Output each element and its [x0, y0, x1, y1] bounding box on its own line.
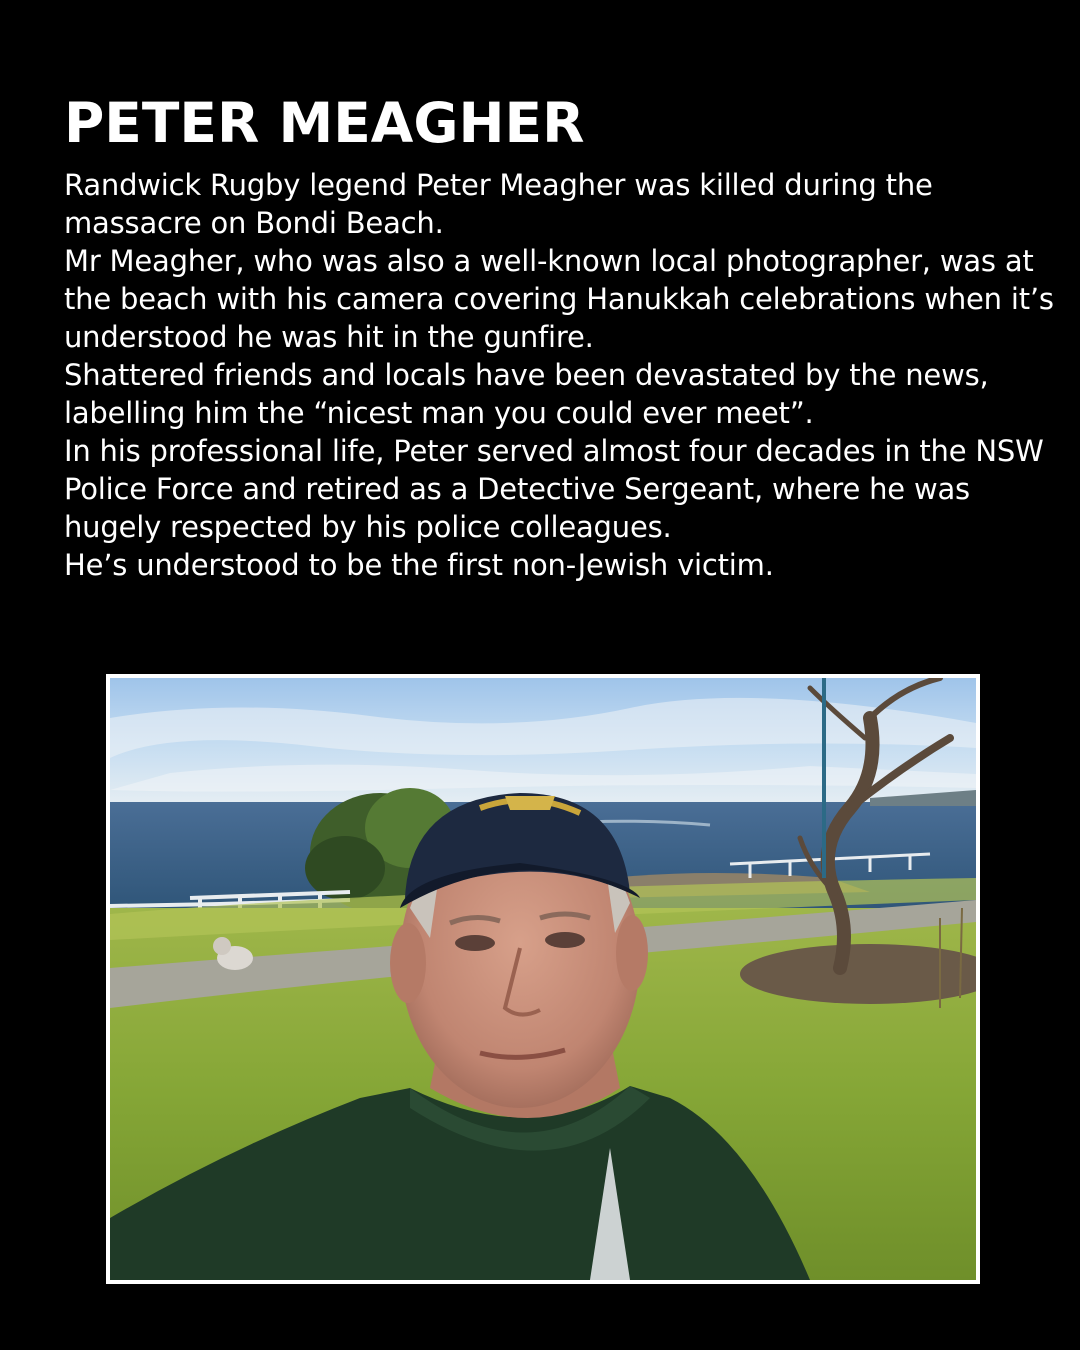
paragraph: He’s understood to be the first non-Jewish victim.	[64, 548, 774, 582]
paragraph: Mr Meagher, who was also a well-known local photographer, was at the beach with his camera covering Hanukkah celebrations when it’s understood he was hit in the gunfire.	[64, 244, 1054, 354]
paragraph: Randwick Rugby legend Peter Meagher was killed during the massacre on Bondi Beach.	[64, 168, 933, 240]
paragraph: In his professional life, Peter served almost four decades in the NSW Police Force and retired as a Detective Sergeant, where he was hugely respected by his police colleagues.	[64, 434, 1044, 544]
paragraph: Shattered friends and locals have been devastated by the news, labelling him the “nicest man you could ever meet”.	[64, 358, 989, 430]
headline: PETER MEAGHER	[64, 91, 585, 155]
photo-frame	[106, 674, 980, 1284]
article-body	[64, 166, 1064, 584]
selfie-photo	[110, 678, 976, 1280]
